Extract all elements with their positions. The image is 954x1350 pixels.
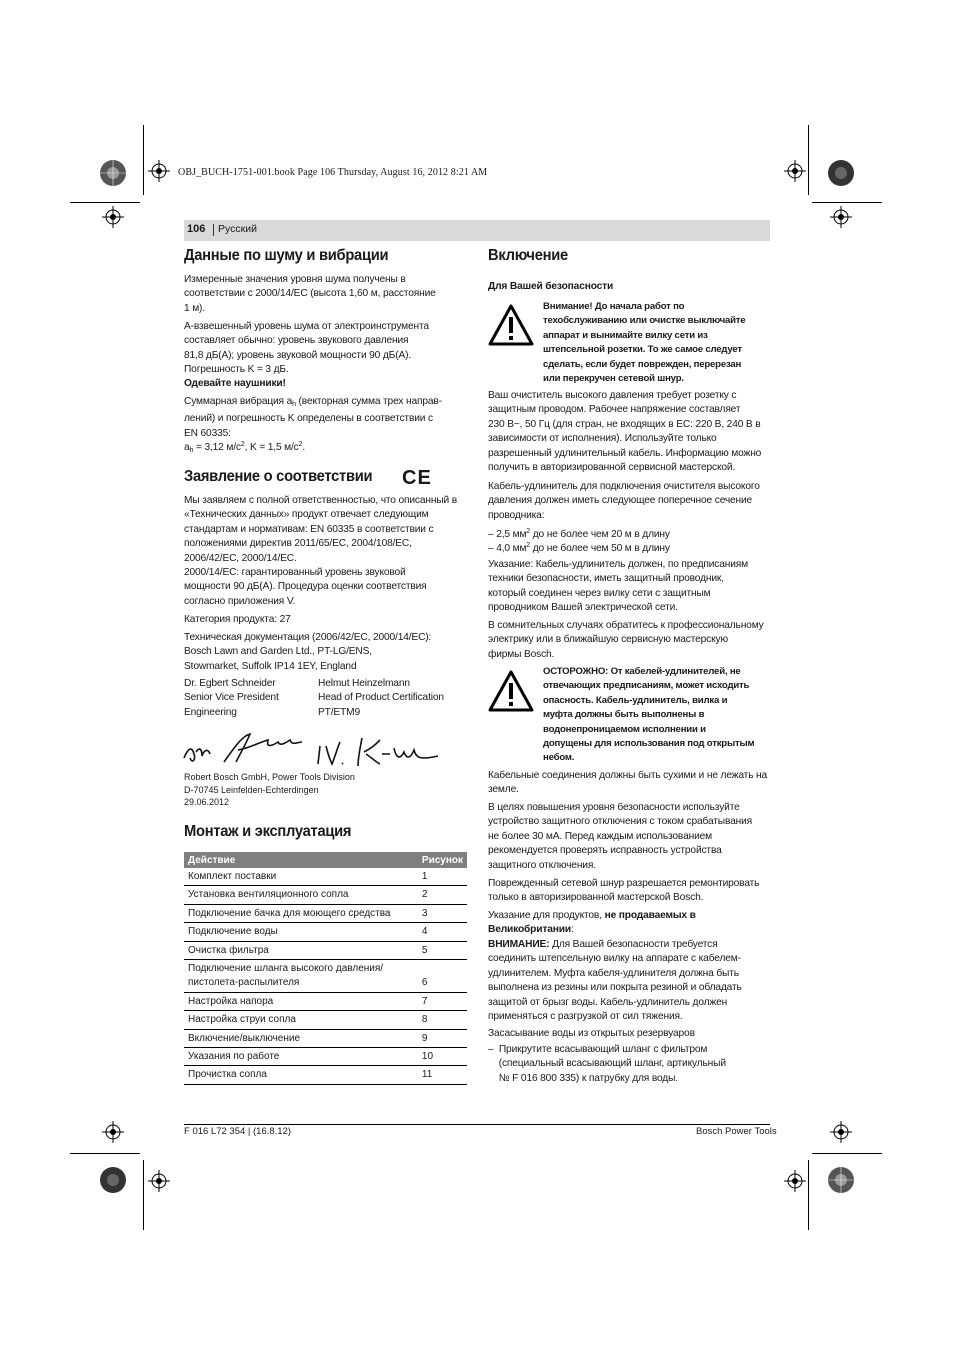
table-cell-action: Установка вентиляционного сопла [184, 886, 416, 904]
table-row [184, 941, 467, 959]
switch-on-paragraph-10: Засасывание воды из открытых резервуаров [488, 1028, 695, 1039]
table-cell-action: Подключение бачка для моющего средства [184, 904, 416, 922]
table-row [184, 1011, 467, 1029]
page-number: 106 [187, 223, 206, 235]
crosshair-icon [830, 1121, 852, 1143]
switch-on-paragraph-6: В целях повышения уровня безопасности используйте устройство защитного отключения с током срабатывания не более 30 мА. Перед каждым использованием рекомендуется проверять исправность устройства защитного отключения. [488, 802, 753, 871]
table-cell-figure: 7 [416, 992, 467, 1010]
page-header-bar [184, 220, 770, 241]
table-row [184, 1048, 467, 1066]
signature-image [180, 728, 445, 770]
table-row [184, 1066, 467, 1084]
table-cell-figure: 9 [416, 1029, 467, 1047]
registration-target-icon [826, 1165, 856, 1195]
table-row [184, 992, 467, 1010]
table-cell-action: Включение/выключение [184, 1029, 416, 1047]
table-cell-action: Указания по работе [184, 1048, 416, 1066]
assembly-title: Монтаж и эксплуатация [184, 823, 352, 840]
column-header-figure: Рисунок [416, 852, 467, 868]
cable-spec-2: – 4,0 $мм^2$ до не более чем 50 м в длину [488, 542, 670, 554]
table-cell-figure: 6 [416, 960, 467, 993]
crosshair-icon [148, 160, 170, 182]
warning-text-1: Внимание! До начала работ по техобслуживанию или очистке выключайте аппарат и вынимайте вилку сети из штепсельной розетки. То же самое следует сделать, если будет поврежден, перерезан или перекручен сетевой шнур. [543, 301, 746, 385]
crosshair-icon [102, 1121, 124, 1143]
noise-paragraph-2: A-взвешенный уровень шума от электроинструмента составляет обычно: уровень звукового давления 81,8 дБ(A); уровень звуковой мощности 90 дБ(A). Погрешность K = 3 дБ. [184, 321, 429, 376]
conformity-category: Категория продукта: 27 [184, 614, 291, 625]
conformity-title: Заявление о соответствии [184, 468, 373, 485]
switch-on-paragraph-7: Поврежденный сетевой шнур разрешается ремонтировать только в авторизированной мастерской Bosch. [488, 878, 760, 904]
table-header-row [184, 852, 467, 868]
crosshair-icon [830, 206, 852, 228]
switch-on-paragraph-3: Указание: Кабель-удлинитель должен, по предписаниям техники безопасности, иметь защитный проводник, который соединен через вилку сети с защитным проводником Вашей электрической сети. [488, 559, 748, 614]
table-cell-figure: 8 [416, 1011, 467, 1029]
table-row [184, 1029, 467, 1047]
noise-paragraph-1: Измеренные значения уровня шума получены в соответствии с 2000/14/EC (высота 1,60 м, расстояние 1 м). [184, 274, 436, 314]
switch-on-paragraph-11: – Прикрутите всасывающий шланг с фильтром (специальный всасывающий шланг, артикульный № F 016 800 335) к патрубку для воды. [488, 1044, 726, 1084]
table-cell-action: Настройка струи сопла [184, 1011, 416, 1029]
company-address: Robert Bosch GmbH, Power Tools Division D-70745 Leinfelden-Echterdingen 29.06.2012 [184, 772, 355, 807]
table-cell-figure: 1 [416, 868, 467, 886]
noise-ear-protection: Одевайте наушники! [184, 378, 286, 389]
noise-title: Данные по шуму и вибрации [184, 247, 389, 264]
switch-on-title: Включение [488, 247, 568, 264]
table-cell-figure: 3 [416, 904, 467, 922]
footer-divider [184, 1124, 770, 1125]
table-cell-action: Комплект поставки [184, 868, 416, 886]
file-header: OBJ_BUCH-1751-001.book Page 106 Thursday, August 16, 2012 8:21 AM [178, 167, 488, 178]
ce-mark: CE [402, 467, 432, 489]
switch-on-paragraph-5: Кабельные соединения должны быть сухими и не лежать на земле. [488, 770, 768, 796]
conformity-paragraph-1: Мы заявляем с полной ответственностью, что описанный в «Технических данных» продукт отвечает следующим стандартам и нормативам: EN 60335 в соответствии с положениями директив 2011/65/EC, 2004/108/EC, 2006/42/EC, 2000/14/EC. 2000/14/EC: гарантированный уровень звуковой мощности 90 дБ(A). Процедура оценки соответствия согласно приложения V. [184, 495, 457, 607]
page-language: Русский [218, 223, 257, 235]
table-row [184, 923, 467, 941]
warning-text-2: ОСТОРОЖНО: От кабелей-удлинителей, не отвечающих предписаниям, может исходить опасность. Кабель-удлинитель, вилка и муфта должны быть выполнены в водонепроницаемом исполнении и допущены для использования под открытым небом. [543, 666, 755, 764]
conformity-tech-doc: Техническая документация (2006/42/EC, 2000/14/EC): Bosch Lawn and Garden Ltd., PT-LG/ENS, Stowmarket, Suffolk IP14 1EY, England [184, 632, 432, 672]
crosshair-icon [148, 1170, 170, 1192]
registration-target-icon [826, 158, 856, 188]
table-cell-action: Подключение воды [184, 923, 416, 941]
column-header-action: Действие [184, 852, 416, 868]
cable-spec-1: – 2,5 $мм^2$ до не более чем 20 м в длину [488, 528, 670, 540]
warning-triangle-icon [488, 303, 534, 347]
switch-on-paragraph-1: Ваш очиститель высокого давления требует розетку с защитным проводом. Рабочее напряжение составляет 230 В~, 50 Гц (для стран, не входящих в ЕС: 220 В, 240 В в зависимости от исполнения). Используйте только разрешенный удлинительный кабель. Информацию можно получить в авторизированной сервисной мастерской. [488, 390, 762, 474]
table-cell-figure: 4 [416, 923, 467, 941]
table-row [184, 904, 467, 922]
crosshair-icon [784, 1170, 806, 1192]
table-row [184, 868, 467, 886]
switch-on-paragraph-9: ВНИМАНИЕ: Для Вашей безопасности требуется соединить штепсельную вилку на аппарате с кабелем- удлинителем. Муфта кабеля-удлинителя должна быть выполнена из резины или покрыта резиной и обладать защитой от брызг воды. Кабель-удлинитель должен применяться с разгрузкой от сил тяжения. [488, 939, 742, 1023]
warning-triangle-icon [488, 669, 534, 713]
noise-vibration-values: $a_h = 3,12$ $м/с^2$, K = 1,5 $м/с^2$. [184, 441, 306, 454]
table-cell-figure: 10 [416, 1048, 467, 1066]
table-row [184, 886, 467, 904]
assembly-table [184, 852, 467, 1085]
switch-on-paragraph-4: В сомнительных случаях обратитесь к профессиональному электрику или в ближайшую сервисную мастерскую фирмы Bosch. [488, 620, 764, 660]
table-cell-figure: 2 [416, 886, 467, 904]
crosshair-icon [102, 206, 124, 228]
table-cell-action: Настройка напора [184, 992, 416, 1010]
header-divider [213, 224, 214, 236]
table-cell-action: Очистка фильтра [184, 941, 416, 959]
registration-target-icon [98, 158, 128, 188]
table-row [184, 960, 467, 993]
registration-target-icon [98, 1165, 128, 1195]
signatory-right: Helmut Heinzelmann Head of Product Certification PT/ETM9 [318, 678, 444, 718]
table-cell-action: Подключение шланга высокого давления/ пистолета-распылителя [184, 960, 416, 993]
table-cell-action: Прочистка сопла [184, 1066, 416, 1084]
switch-on-paragraph-2: Кабель-удлинитель для подключения очистителя высокого давления должен иметь следующее поперечное сечение проводника: [488, 481, 760, 521]
signatory-left: Dr. Egbert Schneider Senior Vice President Engineering [184, 678, 279, 718]
safety-subtitle: Для Вашей безопасности [488, 281, 614, 292]
footer-doc-number: F 016 L72 354 | (16.8.12) [184, 1126, 292, 1137]
noise-vibration: Суммарная вибрация $a_h$ (векторная сумма трех направ- лений) и погрешность K определены в соответствии с EN 60335: [184, 396, 442, 439]
crosshair-icon [784, 160, 806, 182]
switch-on-paragraph-8: Указание для продуктов, не продаваемых в Великобритании: [488, 910, 696, 936]
table-cell-figure: 5 [416, 941, 467, 959]
table-cell-figure: 11 [416, 1066, 467, 1084]
footer-brand: Bosch Power Tools [696, 1126, 777, 1137]
